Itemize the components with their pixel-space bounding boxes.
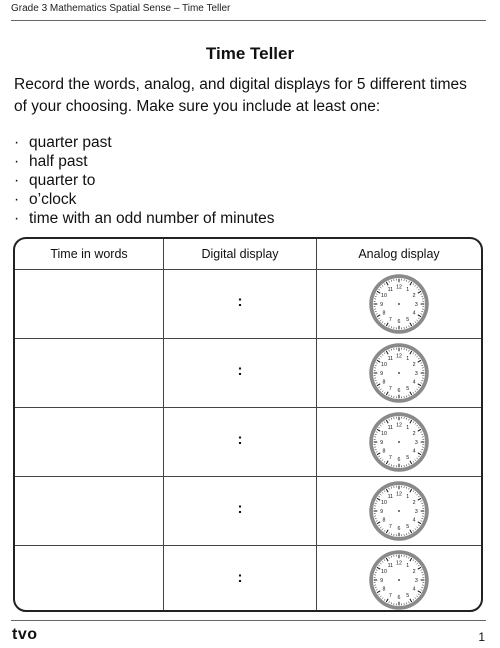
analog-display-cell (317, 270, 482, 339)
footer-divider (11, 620, 486, 621)
clock-number: 9 (380, 508, 384, 515)
clock-number: 9 (380, 439, 384, 446)
table-row (15, 339, 481, 408)
clock-number: 9 (380, 577, 384, 584)
analog-display-cell (317, 339, 482, 408)
digital-display-cell[interactable] (164, 477, 317, 546)
clock-icon (368, 411, 430, 473)
table-row (15, 477, 481, 546)
clock-number: 8 (382, 448, 386, 455)
clock-number: 5 (406, 316, 410, 323)
time-in-words-cell[interactable] (15, 270, 164, 339)
requirements-list (14, 133, 275, 228)
digital-display-cell[interactable] (164, 408, 317, 477)
clock-number: 7 (388, 454, 392, 461)
list-item-text: quarter to (29, 172, 96, 189)
clock-number: 11 (387, 424, 394, 431)
clock-number: 10 (381, 431, 387, 438)
clock-number: 12 (396, 284, 402, 291)
clock-number: 1 (406, 355, 410, 362)
list-item: · half past (14, 153, 88, 170)
clock-number: 5 (406, 592, 410, 599)
clock-number: 6 (397, 595, 401, 602)
digital-display-cell[interactable] (164, 339, 317, 408)
clock-number: 5 (406, 454, 410, 461)
list-item-text: quarter past (29, 134, 112, 151)
header-analog-display: Analog display (317, 239, 482, 270)
list-item: · quarter to (14, 172, 96, 189)
clock-number: 7 (388, 523, 392, 530)
table-row (15, 270, 481, 339)
table-header-row (15, 239, 481, 270)
clock-number: 5 (406, 385, 410, 392)
clock-number: 4 (412, 310, 416, 317)
clock-number: 12 (396, 353, 402, 360)
clock-number: 10 (381, 569, 387, 576)
clock-icon (368, 480, 430, 542)
clock-number: 10 (381, 293, 387, 300)
page-number: 1 (478, 630, 485, 644)
header-divider (11, 20, 486, 21)
header-digital-display: Digital display (164, 239, 317, 270)
clock-number: 6 (397, 319, 401, 326)
clock-number: 8 (382, 586, 386, 593)
clock-number: 2 (412, 362, 416, 369)
clock-number: 1 (406, 493, 410, 500)
digital-colon: : (237, 431, 243, 448)
clock-center (398, 579, 400, 581)
digital-display-cell[interactable] (164, 546, 317, 613)
table-row (15, 408, 481, 477)
clock-number: 2 (412, 293, 416, 300)
clock-number: 3 (414, 370, 418, 377)
clock-number: 6 (397, 526, 401, 533)
clock-number: 11 (387, 355, 394, 362)
clock-number: 11 (387, 286, 394, 293)
clock-center (398, 510, 400, 512)
clock-number: 5 (406, 523, 410, 530)
clock-number: 4 (412, 448, 416, 455)
clock-icon (368, 342, 430, 404)
clock-number: 12 (396, 560, 402, 567)
clock-number: 9 (380, 301, 384, 308)
clock-number: 2 (412, 500, 416, 507)
clock-number: 8 (382, 310, 386, 317)
clock-number: 1 (406, 424, 410, 431)
time-in-words-cell[interactable] (15, 339, 164, 408)
clock-number: 12 (396, 491, 402, 498)
clock-center (398, 372, 400, 374)
time-table (13, 237, 483, 612)
analog-display-cell (317, 546, 482, 613)
analog-display-cell (317, 477, 482, 546)
digital-colon: : (237, 569, 243, 586)
list-item: · o’clock (14, 191, 77, 208)
clock-number: 1 (406, 286, 410, 293)
time-in-words-cell[interactable] (15, 477, 164, 546)
clock-number: 9 (380, 370, 384, 377)
clock-number: 7 (388, 385, 392, 392)
clock-number: 3 (414, 301, 418, 308)
clock-number: 8 (382, 517, 386, 524)
instructions-text: Record the words, analog, and digital displays for 5 different times of your choosing. Make sure you include at least one: (14, 76, 467, 115)
list-item-text: o’clock (29, 191, 77, 208)
clock-number: 3 (414, 577, 418, 584)
clock-number: 2 (412, 569, 416, 576)
table-row (15, 546, 481, 613)
clock-number: 4 (412, 517, 416, 524)
list-item-text: time with an odd number of minutes (29, 210, 275, 227)
list-item: · quarter past (14, 134, 112, 151)
digital-colon: : (237, 293, 243, 310)
time-table-grid (15, 239, 481, 612)
clock-number: 3 (414, 508, 418, 515)
clock-number: 1 (406, 562, 410, 569)
clock-number: 6 (397, 457, 401, 464)
clock-icon (368, 549, 430, 611)
digital-colon: : (237, 500, 243, 517)
time-in-words-cell[interactable] (15, 546, 164, 613)
list-item-text: half past (29, 153, 88, 170)
clock-number: 8 (382, 379, 386, 386)
clock-number: 10 (381, 362, 387, 369)
page-title: Time Teller (205, 44, 295, 63)
clock-number: 11 (387, 562, 394, 569)
clock-icon (368, 273, 430, 335)
tvo-logo: tvo (12, 626, 38, 643)
clock-number: 2 (412, 431, 416, 438)
clock-number: 6 (397, 388, 401, 395)
clock-number: 4 (412, 586, 416, 593)
clock-number: 7 (388, 316, 392, 323)
header-time-in-words: Time in words (15, 239, 164, 270)
digital-colon: : (237, 362, 243, 379)
digital-display-cell[interactable] (164, 270, 317, 339)
clock-number: 10 (381, 500, 387, 507)
clock-number: 4 (412, 379, 416, 386)
header-text: Grade 3 Mathematics Spatial Sense – Time Teller (11, 3, 231, 14)
clock-number: 3 (414, 439, 418, 446)
analog-display-cell (317, 408, 482, 477)
time-in-words-cell[interactable] (15, 408, 164, 477)
clock-number: 12 (396, 422, 402, 429)
clock-number: 7 (388, 592, 392, 599)
clock-center (398, 441, 400, 443)
clock-number: 11 (387, 493, 394, 500)
clock-center (398, 303, 400, 305)
list-item: · time with an odd number of minutes (14, 210, 275, 227)
